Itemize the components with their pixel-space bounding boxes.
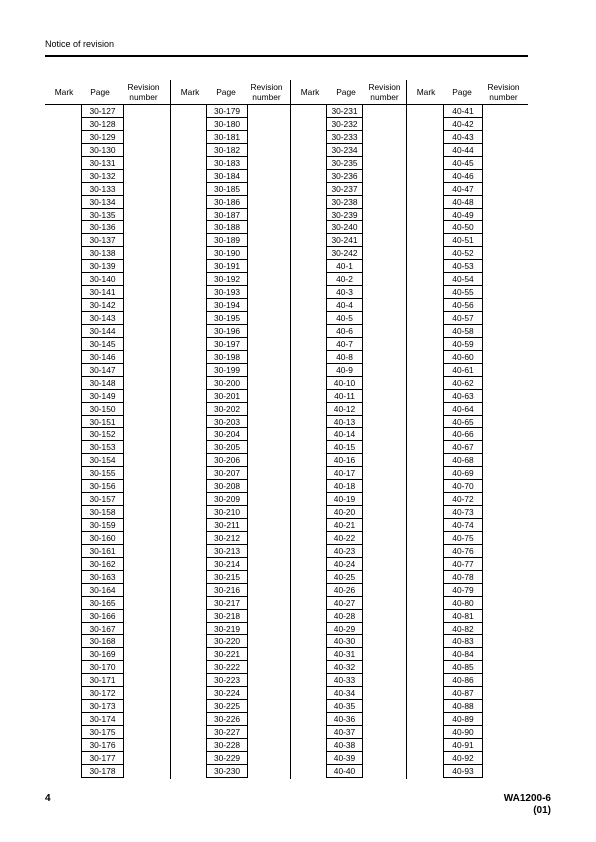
- table-header-row: [45, 80, 528, 105]
- page-cell: 30-142: [82, 299, 123, 312]
- page-cell: 40-57: [444, 312, 482, 325]
- page-cell: 40-34: [327, 687, 362, 700]
- page-cell: 40-18: [327, 480, 362, 493]
- page-cell: 30-168: [82, 635, 123, 648]
- page-cell: 40-14: [327, 428, 362, 441]
- page-cell: 30-224: [207, 687, 247, 700]
- page-cell: 40-65: [444, 416, 482, 429]
- page-cell: 40-87: [444, 687, 482, 700]
- page-cell: 30-208: [207, 480, 247, 493]
- header-group-1: [45, 80, 171, 104]
- page-cell: 30-158: [82, 506, 123, 519]
- page-cell: 40-16: [327, 454, 362, 467]
- page-cell: 30-148: [82, 377, 123, 390]
- page-cell: 40-67: [444, 441, 482, 454]
- column-header-mark: Mark: [54, 87, 74, 97]
- page-cell: 30-140: [82, 273, 123, 286]
- column-group-2: [171, 105, 291, 779]
- footer-model-block: [504, 793, 551, 817]
- page-cell: 30-193: [207, 286, 247, 299]
- page-cell: 40-17: [327, 467, 362, 480]
- page-cell: 30-242: [327, 247, 362, 260]
- page-cell: 30-186: [207, 196, 247, 209]
- page-cell: 40-82: [444, 623, 482, 636]
- page-cell: 40-27: [327, 597, 362, 610]
- page-cell: 40-68: [444, 454, 482, 467]
- header-rule: [45, 55, 528, 57]
- page-cell: 30-161: [82, 545, 123, 558]
- page-cell: 30-137: [82, 234, 123, 247]
- page-cell: 40-45: [444, 157, 482, 170]
- page-cell: 30-205: [207, 441, 247, 454]
- page-cell: 40-85: [444, 661, 482, 674]
- page-cell: 30-129: [82, 131, 123, 144]
- page-cell: 40-32: [327, 661, 362, 674]
- page-cell: 40-22: [327, 532, 362, 545]
- page-cell: 40-55: [444, 286, 482, 299]
- page-cell: 40-40: [327, 765, 362, 778]
- page-cell: 40-1: [327, 260, 362, 273]
- page-cell: 30-232: [327, 118, 362, 131]
- column-header-page: Page: [336, 87, 356, 97]
- page-cell: 40-51: [444, 234, 482, 247]
- page-cell: 30-195: [207, 312, 247, 325]
- page-cell: 30-226: [207, 713, 247, 726]
- page-cell: 30-216: [207, 584, 247, 597]
- page-cell: 30-231: [327, 105, 362, 118]
- page-cell: 30-210: [207, 506, 247, 519]
- column-header-revision: Revision number: [127, 82, 160, 102]
- column-header-mark: Mark: [416, 87, 436, 97]
- page-cell: 40-39: [327, 752, 362, 765]
- page-cell: 30-135: [82, 209, 123, 222]
- page-cell: 40-74: [444, 519, 482, 532]
- page-cell: 40-59: [444, 338, 482, 351]
- page-cell: 40-69: [444, 467, 482, 480]
- page-cell: 40-86: [444, 674, 482, 687]
- page-cell: 30-167: [82, 623, 123, 636]
- page-column-3: [326, 105, 363, 778]
- page-cell: 40-7: [327, 338, 362, 351]
- page-cell: 30-235: [327, 157, 362, 170]
- page-cell: 30-218: [207, 610, 247, 623]
- page-cell: 30-189: [207, 234, 247, 247]
- page-cell: 40-61: [444, 364, 482, 377]
- page-cell: 30-172: [82, 687, 123, 700]
- column-header-revision: Revision number: [487, 82, 520, 102]
- page-column-4: [443, 105, 483, 778]
- page-cell: 30-134: [82, 196, 123, 209]
- page-cell: 30-149: [82, 390, 123, 403]
- page-cell: 30-233: [327, 131, 362, 144]
- page-cell: 40-44: [444, 144, 482, 157]
- page-cell: 30-153: [82, 441, 123, 454]
- page-cell: 30-204: [207, 428, 247, 441]
- page-cell: 30-147: [82, 364, 123, 377]
- page-cell: 30-138: [82, 247, 123, 260]
- column-header-mark: Mark: [300, 87, 320, 97]
- page-cell: 40-89: [444, 713, 482, 726]
- page-cell: 40-88: [444, 700, 482, 713]
- page-cell: 30-171: [82, 674, 123, 687]
- page-cell: 30-165: [82, 597, 123, 610]
- page-cell: 30-234: [327, 144, 362, 157]
- page-cell: 40-37: [327, 726, 362, 739]
- page-cell: 30-213: [207, 545, 247, 558]
- page-column-1: [81, 105, 124, 778]
- page-cell: 30-150: [82, 403, 123, 416]
- page-cell: 30-209: [207, 493, 247, 506]
- page-cell: 30-136: [82, 221, 123, 234]
- page-cell: 40-79: [444, 584, 482, 597]
- page-cell: 30-133: [82, 183, 123, 196]
- page-cell: 40-50: [444, 221, 482, 234]
- page-cell: 40-76: [444, 545, 482, 558]
- page-cell: 30-230: [207, 765, 247, 778]
- page-cell: 40-41: [444, 105, 482, 118]
- column-group-3: [291, 105, 407, 779]
- page-cell: 40-43: [444, 131, 482, 144]
- page-column-2: [206, 105, 248, 778]
- page-cell: 30-225: [207, 700, 247, 713]
- page-cell: 30-211: [207, 519, 247, 532]
- page-cell: 30-152: [82, 428, 123, 441]
- page-cell: 40-42: [444, 118, 482, 131]
- page-cell: 40-6: [327, 325, 362, 338]
- page-cell: 30-176: [82, 739, 123, 752]
- page-cell: 30-190: [207, 247, 247, 260]
- page-cell: 40-60: [444, 351, 482, 364]
- table-body: [45, 105, 528, 779]
- page-cell: 40-2: [327, 273, 362, 286]
- page-cell: 30-197: [207, 338, 247, 351]
- page-cell: 30-144: [82, 325, 123, 338]
- page-cell: 40-26: [327, 584, 362, 597]
- page-cell: 40-81: [444, 610, 482, 623]
- page-cell: 40-10: [327, 377, 362, 390]
- page-cell: 40-54: [444, 273, 482, 286]
- page-cell: 40-92: [444, 752, 482, 765]
- page-cell: 30-163: [82, 571, 123, 584]
- page-cell: 30-240: [327, 221, 362, 234]
- page-cell: 40-91: [444, 739, 482, 752]
- footer-page-number: 4: [45, 793, 51, 804]
- page-cell: 30-184: [207, 170, 247, 183]
- page-cell: 40-12: [327, 403, 362, 416]
- page-cell: 40-52: [444, 247, 482, 260]
- page-cell: 30-238: [327, 196, 362, 209]
- page-cell: 40-72: [444, 493, 482, 506]
- page-cell: 30-169: [82, 648, 123, 661]
- page-cell: 30-128: [82, 118, 123, 131]
- page-cell: 30-132: [82, 170, 123, 183]
- page-cell: 30-239: [327, 209, 362, 222]
- page-cell: 40-73: [444, 506, 482, 519]
- page-cell: 40-84: [444, 648, 482, 661]
- page-cell: 30-217: [207, 597, 247, 610]
- page-cell: 30-236: [327, 170, 362, 183]
- page-cell: 40-13: [327, 416, 362, 429]
- page-cell: 30-145: [82, 338, 123, 351]
- column-group-1: [45, 105, 171, 779]
- page-cell: 40-77: [444, 558, 482, 571]
- page-cell: 40-31: [327, 648, 362, 661]
- page-cell: 30-200: [207, 377, 247, 390]
- page-cell: 40-20: [327, 506, 362, 519]
- page-cell: 30-177: [82, 752, 123, 765]
- page-cell: 30-191: [207, 260, 247, 273]
- page-cell: 30-166: [82, 610, 123, 623]
- page-cell: 40-30: [327, 635, 362, 648]
- column-header-page: Page: [216, 87, 236, 97]
- page-cell: 30-227: [207, 726, 247, 739]
- page-cell: 30-143: [82, 312, 123, 325]
- page-cell: 40-15: [327, 441, 362, 454]
- page-cell: 40-49: [444, 209, 482, 222]
- page-cell: 30-215: [207, 571, 247, 584]
- page-cell: 30-221: [207, 648, 247, 661]
- page-cell: 30-187: [207, 209, 247, 222]
- page-cell: 40-75: [444, 532, 482, 545]
- page-cell: 40-90: [444, 726, 482, 739]
- column-group-4: [407, 105, 528, 779]
- page-cell: 40-36: [327, 713, 362, 726]
- page-cell: 40-80: [444, 597, 482, 610]
- page-cell: 30-229: [207, 752, 247, 765]
- page-cell: 40-53: [444, 260, 482, 273]
- page-cell: 40-29: [327, 623, 362, 636]
- column-header-mark: Mark: [180, 87, 200, 97]
- page-cell: 30-185: [207, 183, 247, 196]
- footer-edition: (01): [533, 805, 551, 816]
- page-cell: 30-175: [82, 726, 123, 739]
- page-cell: 30-202: [207, 403, 247, 416]
- page-cell: 40-83: [444, 635, 482, 648]
- revision-table: [45, 80, 528, 779]
- page-cell: 40-66: [444, 428, 482, 441]
- page-cell: 30-219: [207, 623, 247, 636]
- page-cell: 30-181: [207, 131, 247, 144]
- page-cell: 30-154: [82, 454, 123, 467]
- page-cell: 40-78: [444, 571, 482, 584]
- page-cell: 40-58: [444, 325, 482, 338]
- footer-model: WA1200-6: [503, 793, 551, 804]
- page-cell: 40-70: [444, 480, 482, 493]
- header-group-3: [291, 80, 407, 104]
- page-cell: 30-182: [207, 144, 247, 157]
- page-cell: 30-192: [207, 273, 247, 286]
- page-cell: 40-38: [327, 739, 362, 752]
- page-cell: 30-174: [82, 713, 123, 726]
- page-cell: 30-199: [207, 364, 247, 377]
- page-cell: 30-159: [82, 519, 123, 532]
- column-header-page: Page: [452, 87, 472, 97]
- page-cell: 40-48: [444, 196, 482, 209]
- page-cell: 40-28: [327, 610, 362, 623]
- page-cell: 40-93: [444, 765, 482, 778]
- page-cell: 30-146: [82, 351, 123, 364]
- column-header-revision: Revision number: [368, 82, 401, 102]
- page-cell: 40-11: [327, 390, 362, 403]
- page-cell: 30-131: [82, 157, 123, 170]
- page-cell: 40-9: [327, 364, 362, 377]
- page-cell: 40-56: [444, 299, 482, 312]
- page-cell: 30-130: [82, 144, 123, 157]
- page-cell: 30-194: [207, 299, 247, 312]
- page-cell: 30-157: [82, 493, 123, 506]
- page-cell: 30-241: [327, 234, 362, 247]
- page-cell: 30-127: [82, 105, 123, 118]
- header-group-2: [171, 80, 291, 104]
- column-header-page: Page: [90, 87, 110, 97]
- page-cell: 30-223: [207, 674, 247, 687]
- page-cell: 30-160: [82, 532, 123, 545]
- page-cell: 30-212: [207, 532, 247, 545]
- page-cell: 30-207: [207, 467, 247, 480]
- page-cell: 40-47: [444, 183, 482, 196]
- page-cell: 30-173: [82, 700, 123, 713]
- page-cell: 30-214: [207, 558, 247, 571]
- page-cell: 30-196: [207, 325, 247, 338]
- page-cell: 30-151: [82, 416, 123, 429]
- page-cell: 40-23: [327, 545, 362, 558]
- page-cell: 40-64: [444, 403, 482, 416]
- page-cell: 30-170: [82, 661, 123, 674]
- page-cell: 40-5: [327, 312, 362, 325]
- page-cell: 40-21: [327, 519, 362, 532]
- page-cell: 40-8: [327, 351, 362, 364]
- page-cell: 30-203: [207, 416, 247, 429]
- header-group-4: [407, 80, 528, 104]
- page-cell: 40-24: [327, 558, 362, 571]
- page-cell: 40-35: [327, 700, 362, 713]
- page-cell: 30-220: [207, 635, 247, 648]
- page-cell: 30-155: [82, 467, 123, 480]
- page-cell: 30-222: [207, 661, 247, 674]
- page-cell: 30-139: [82, 260, 123, 273]
- page-cell: 30-180: [207, 118, 247, 131]
- page-cell: 40-46: [444, 170, 482, 183]
- page-cell: 30-164: [82, 584, 123, 597]
- page-cell: 30-178: [82, 765, 123, 778]
- page-header-title: Notice of revision: [45, 39, 115, 49]
- page-cell: 30-183: [207, 157, 247, 170]
- page-cell: 30-188: [207, 221, 247, 234]
- column-header-revision: Revision number: [250, 82, 283, 102]
- page-cell: 30-228: [207, 739, 247, 752]
- page-cell: 40-19: [327, 493, 362, 506]
- page-cell: 30-141: [82, 286, 123, 299]
- page-cell: 40-25: [327, 571, 362, 584]
- page-cell: 40-3: [327, 286, 362, 299]
- page-cell: 30-198: [207, 351, 247, 364]
- page-cell: 40-33: [327, 674, 362, 687]
- page-cell: 40-4: [327, 299, 362, 312]
- page-cell: 30-237: [327, 183, 362, 196]
- page-cell: 30-179: [207, 105, 247, 118]
- page-cell: 30-201: [207, 390, 247, 403]
- page-cell: 30-156: [82, 480, 123, 493]
- page-cell: 30-162: [82, 558, 123, 571]
- page-cell: 40-63: [444, 390, 482, 403]
- page-cell: 40-62: [444, 377, 482, 390]
- page-cell: 30-206: [207, 454, 247, 467]
